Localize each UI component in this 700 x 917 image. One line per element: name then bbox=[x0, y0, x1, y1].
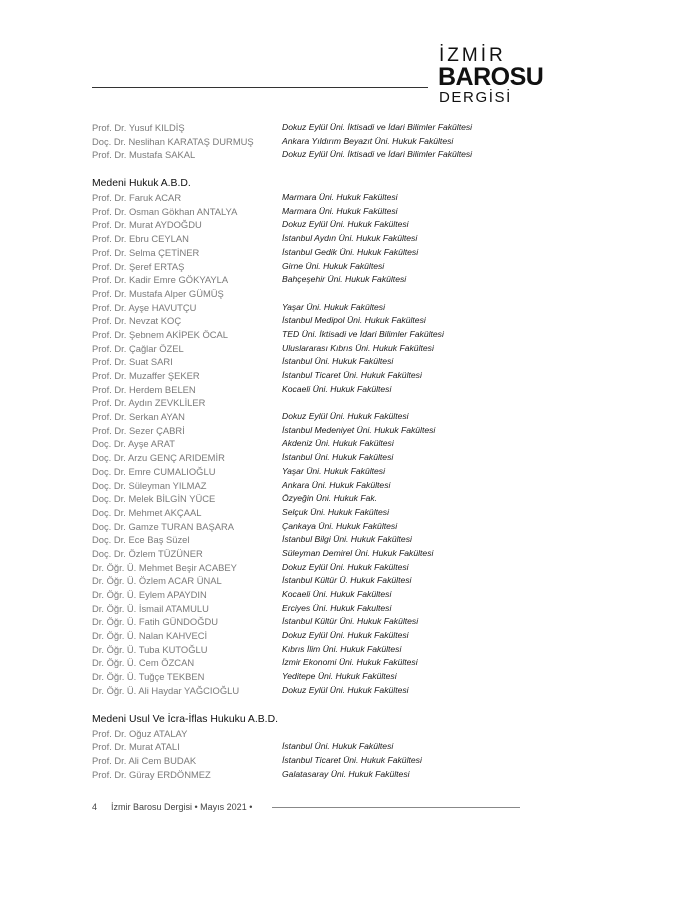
page-number: 4 bbox=[92, 802, 98, 812]
section-block bbox=[92, 121, 652, 162]
list-item bbox=[92, 574, 652, 588]
referee-name: Dr. Öğr. Ü. Mehmet Beşir ACABEY bbox=[92, 561, 237, 573]
referee-name: Prof. Dr. Çağlar ÖZEL bbox=[92, 342, 184, 354]
referee-name: Prof. Dr. Oğuz ATALAY bbox=[92, 727, 188, 739]
list-item bbox=[92, 547, 652, 561]
referee-name: Prof. Dr. Kadir Emre GÖKYAYLA bbox=[92, 274, 229, 286]
referee-institution: İstanbul Ticaret Üni. Hukuk Fakültesi bbox=[282, 370, 422, 380]
referee-institution: İstanbul Kültür Ü. Hukuk Fakültesi bbox=[282, 575, 412, 586]
list-item bbox=[92, 615, 652, 629]
referee-name: Doç. Dr. Emre CUMALIOĞLU bbox=[92, 465, 216, 477]
referee-institution: Girne Üni. Hukuk Fakültesi bbox=[282, 260, 385, 271]
referee-name: Prof. Dr. Murat ATALI bbox=[92, 741, 180, 753]
referee-name: Prof. Dr. Serkan AYAN bbox=[92, 411, 185, 423]
list-item bbox=[92, 424, 652, 438]
list-item bbox=[92, 121, 652, 135]
referee-institution: Marmara Üni. Hukuk Fakültesi bbox=[282, 205, 398, 216]
referee-institution: Kocaeli Üni. Hukuk Fakültesi bbox=[282, 589, 392, 599]
section-block bbox=[92, 177, 652, 697]
referee-institution: İstanbul Üni. Hukuk Fakültesi bbox=[282, 452, 394, 463]
referee-institution: Akdeniz Üni. Hukuk Fakültesi bbox=[282, 438, 394, 449]
list-item bbox=[92, 355, 652, 369]
referee-name: Doç. Dr. Mehmet AKÇAAL bbox=[92, 506, 202, 518]
referee-institution: Uluslararası Kıbrıs Üni. Hukuk Fakültesi bbox=[282, 342, 434, 353]
referee-institution: Süleyman Demirel Üni. Hukuk Fakültesi bbox=[282, 547, 434, 558]
list-item bbox=[92, 768, 652, 782]
list-item bbox=[92, 451, 652, 465]
referee-name: Prof. Dr. Aydın ZEVKLİLER bbox=[92, 397, 206, 409]
referee-institution: İzmir Ekonomi Üni. Hukuk Fakültesi bbox=[282, 657, 418, 668]
referee-name: Prof. Dr. Muzaffer ŞEKER bbox=[92, 370, 200, 381]
referee-institution: İstanbul Ticaret Üni. Hukuk Fakültesi bbox=[282, 754, 422, 765]
list-item bbox=[92, 727, 652, 741]
list-item bbox=[92, 273, 652, 287]
section-block bbox=[92, 713, 652, 782]
list-item bbox=[92, 396, 652, 410]
list-item bbox=[92, 287, 652, 301]
footer-rule bbox=[272, 807, 520, 808]
list-item bbox=[92, 465, 652, 479]
list-item bbox=[92, 588, 652, 602]
list-item bbox=[92, 684, 652, 698]
referee-institution: Kıbrıs İlim Üni. Hukuk Fakültesi bbox=[282, 643, 402, 654]
referee-institution: İstanbul Üni. Hukuk Fakültesi bbox=[282, 741, 394, 752]
referee-name: Prof. Dr. Faruk ACAR bbox=[92, 192, 182, 204]
referee-name: Prof. Dr. Nevzat KOÇ bbox=[92, 315, 182, 327]
list-item bbox=[92, 492, 652, 506]
referee-name: Doç. Dr. Özlem TÜZÜNER bbox=[92, 547, 203, 559]
referee-name: Prof. Dr. Mustafa SAKAL bbox=[92, 149, 196, 161]
referee-name: Prof. Dr. Şeref ERTAŞ bbox=[92, 260, 185, 272]
section-title: Medeni Hukuk A.B.D. bbox=[92, 178, 191, 190]
list-item bbox=[92, 520, 652, 534]
referee-institution: Dokuz Eylül Üni. Hukuk Fakültesi bbox=[282, 411, 409, 422]
list-item bbox=[92, 205, 652, 219]
referee-institution: İstanbul Bilgi Üni. Hukuk Fakültesi bbox=[282, 534, 412, 545]
referee-institution: Marmara Üni. Hukuk Fakültesi bbox=[282, 192, 398, 203]
page-footer bbox=[92, 802, 252, 812]
logo-line-2: BAROSU bbox=[438, 63, 544, 91]
list-item bbox=[92, 410, 652, 424]
referee-institution: Erciyes Üni. Hukuk Fakultesi bbox=[282, 602, 392, 613]
referee-institution: Kocaeli Üni. Hukuk Fakültesi bbox=[282, 383, 392, 394]
list-item bbox=[92, 148, 652, 162]
referee-name: Prof. Dr. Sezer ÇABRİ bbox=[92, 424, 185, 436]
referee-name: Dr. Öğr. Ü. Eylem APAYDIN bbox=[92, 589, 207, 600]
referee-institution: İstanbul Medipol Üni. Hukuk Fakültesi bbox=[282, 315, 426, 326]
footer-text: İzmir Barosu Dergisi • Mayıs 2021 • bbox=[111, 802, 253, 812]
referee-institution: Bahçeşehir Üni. Hukuk Fakültesi bbox=[282, 274, 407, 285]
logo-line-1: İZMİR bbox=[439, 45, 506, 66]
referee-institution: İstanbul Gedik Üni. Hukuk Fakültesi bbox=[282, 246, 419, 257]
referee-name: Dr. Öğr. Ü. İsmail ATAMULU bbox=[92, 602, 209, 614]
referee-institution: Çankaya Üni. Hukuk Fakültesi bbox=[282, 520, 398, 531]
list-item bbox=[92, 328, 652, 342]
referee-name: Doç. Dr. Neslihan KARATAŞ DURMUŞ bbox=[92, 135, 254, 147]
referee-institution: Galatasaray Üni. Hukuk Fakültesi bbox=[282, 768, 410, 779]
referee-institution: TED Üni. İktisadi ve İdari Bilimler Fakültesi bbox=[282, 328, 444, 339]
referee-name: Doç. Dr. Melek BİLGİN YÜCE bbox=[92, 493, 216, 505]
referee-name: Doç. Dr. Ayşe ARAT bbox=[92, 438, 176, 450]
list-item bbox=[92, 301, 652, 315]
list-item bbox=[92, 629, 652, 643]
referee-institution: İstanbul Kültür Üni. Hukuk Fakültesi bbox=[282, 616, 419, 627]
referee-name: Dr. Öğr. Ü. Nalan KAHVECİ bbox=[92, 630, 208, 642]
referee-institution: Dokuz Eylül Üni. Hukuk Fakültesi bbox=[282, 630, 409, 641]
referee-institution: Ankara Yıldırım Beyazıt Üni. Hukuk Fakültesi bbox=[282, 135, 454, 146]
referee-name: Prof. Dr. Yusuf KILDİŞ bbox=[92, 122, 185, 133]
referee-institution: Dokuz Eylül Üni. İktisadi ve İdari Bilimler Fakültesi bbox=[282, 122, 473, 132]
referee-institution: Selçuk Üni. Hukuk Fakültesi bbox=[282, 506, 389, 517]
referee-name: Prof. Dr. Ali Cem BUDAK bbox=[92, 754, 197, 766]
referee-name: Prof. Dr. Murat AYDOĞDU bbox=[92, 219, 202, 231]
referee-institution: Yaşar Üni. Hukuk Fakültesi bbox=[282, 465, 386, 476]
list-item bbox=[92, 533, 652, 547]
referee-name: Doç. Dr. Arzu GENÇ ARIDEMİR bbox=[92, 452, 225, 464]
list-item bbox=[92, 135, 652, 149]
list-item bbox=[92, 232, 652, 246]
logo-line-3: DERGİSİ bbox=[439, 89, 512, 106]
referee-name: Dr. Öğr. Ü. Tuba KUTOĞLU bbox=[92, 643, 208, 655]
referee-institution: Dokuz Eylül Üni. Hukuk Fakültesi bbox=[282, 684, 409, 695]
header-rule bbox=[92, 87, 428, 88]
list-item bbox=[92, 191, 652, 205]
referee-name: Prof. Dr. Mustafa Alper GÜMÜŞ bbox=[92, 287, 224, 299]
list-item bbox=[92, 437, 652, 451]
list-item bbox=[92, 383, 652, 397]
list-item bbox=[92, 740, 652, 754]
journal-logo bbox=[438, 45, 544, 114]
referee-name: Prof. Dr. Osman Gökhan ANTALYA bbox=[92, 205, 238, 217]
list-item bbox=[92, 369, 652, 383]
referee-name: Prof. Dr. Suat SARI bbox=[92, 356, 173, 368]
referee-name: Prof. Dr. Ebru CEYLAN bbox=[92, 233, 189, 245]
referee-name: Dr. Öğr. Ü. Tuğçe TEKBEN bbox=[92, 671, 205, 683]
referee-institution: Yeditepe Üni. Hukuk Fakültesi bbox=[282, 671, 397, 682]
referee-name: Prof. Dr. Herdem BELEN bbox=[92, 383, 196, 395]
list-item bbox=[92, 314, 652, 328]
referee-list bbox=[92, 121, 652, 781]
list-item bbox=[92, 479, 652, 493]
referee-institution: Ankara Üni. Hukuk Fakültesi bbox=[282, 479, 391, 490]
referee-institution: İstanbul Aydın Üni. Hukuk Fakültesi bbox=[282, 233, 418, 244]
list-item bbox=[92, 656, 652, 670]
list-item bbox=[92, 602, 652, 616]
referee-institution: Dokuz Eylül Üni. Hukuk Fakültesi bbox=[282, 561, 409, 572]
referee-institution: Yaşar Üni. Hukuk Fakültesi bbox=[282, 301, 386, 312]
list-item bbox=[92, 670, 652, 684]
referee-name: Prof. Dr. Ayşe HAVUTÇU bbox=[92, 301, 197, 313]
list-item bbox=[92, 754, 652, 768]
list-item bbox=[92, 561, 652, 575]
list-item bbox=[92, 506, 652, 520]
list-item bbox=[92, 218, 652, 232]
list-item bbox=[92, 260, 652, 274]
referee-institution: Dokuz Eylül Üni. İktisadi ve İdari Bilimler Fakültesi bbox=[282, 149, 473, 160]
referee-name: Prof. Dr. Şebnem AKİPEK ÖCAL bbox=[92, 328, 228, 340]
referee-institution: İstanbul Üni. Hukuk Fakültesi bbox=[282, 356, 394, 367]
referee-name: Dr. Öğr. Ü. Cem ÖZCAN bbox=[92, 657, 195, 669]
referee-name: Doç. Dr. Süleyman YILMAZ bbox=[92, 479, 207, 491]
referee-institution: Özyeğin Üni. Hukuk Fak. bbox=[282, 493, 378, 504]
referee-name: Prof. Dr. Selma ÇETİNER bbox=[92, 246, 200, 258]
referee-institution: İstanbul Medeniyet Üni. Hukuk Fakültesi bbox=[282, 424, 436, 435]
referee-institution: Dokuz Eylül Üni. Hukuk Fakültesi bbox=[282, 219, 409, 230]
referee-name: Dr. Öğr. Ü. Fatih GÜNDOĞDU bbox=[92, 616, 219, 628]
list-item bbox=[92, 246, 652, 260]
list-item bbox=[92, 342, 652, 356]
referee-name: Dr. Öğr. Ü. Özlem ACAR ÜNAL bbox=[92, 575, 222, 587]
referee-name: Doç. Dr. Gamze TURAN BAŞARA bbox=[92, 520, 235, 532]
referee-name: Doç. Dr. Ece Baş Süzel bbox=[92, 534, 190, 546]
list-item bbox=[92, 643, 652, 657]
section-title: Medeni Usul Ve İcra-İflas Hukuku A.B.D. bbox=[92, 713, 278, 725]
referee-name: Dr. Öğr. Ü. Ali Haydar YAĞCIOĞLU bbox=[92, 684, 240, 696]
referee-name: Prof. Dr. Güray ERDÖNMEZ bbox=[92, 768, 211, 780]
